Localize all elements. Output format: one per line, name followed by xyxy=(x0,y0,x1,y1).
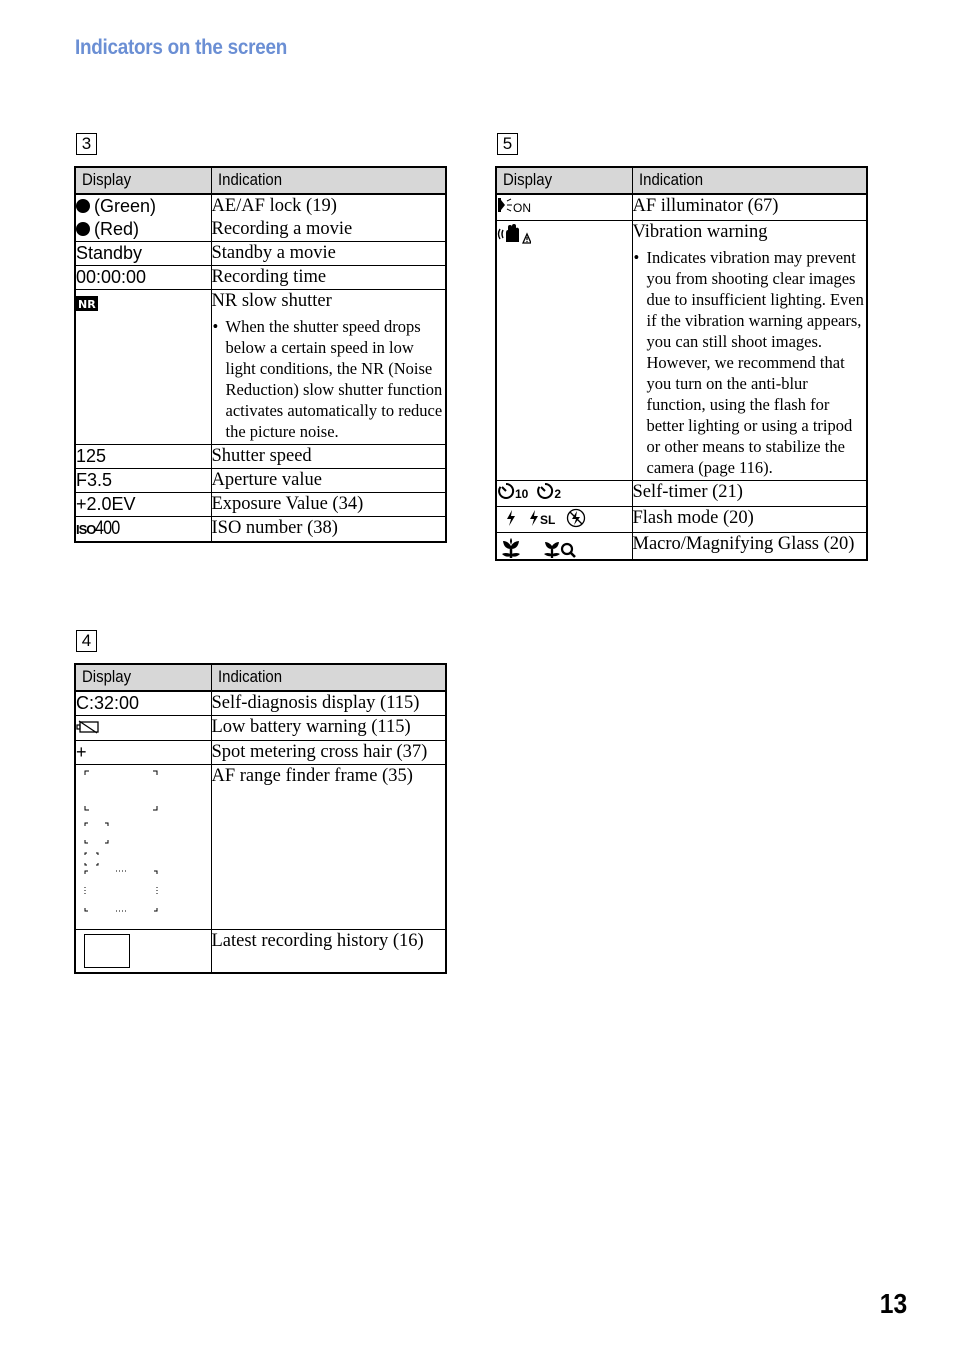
iso-value: 400 xyxy=(95,518,120,540)
page-header-title: Indicators on the screen xyxy=(75,36,287,59)
indication-cell xyxy=(211,194,446,242)
table-row xyxy=(75,266,446,290)
display-cell xyxy=(75,290,211,445)
table-row xyxy=(75,290,446,445)
macro-icon xyxy=(497,536,578,559)
table-row xyxy=(75,716,446,741)
table-row xyxy=(496,194,867,221)
section-4-number: 4 xyxy=(76,630,97,652)
table-row xyxy=(75,929,446,973)
indication-cell: AF range finder frame (35) xyxy=(211,764,446,929)
display-column-header: Display xyxy=(75,167,211,194)
table-row xyxy=(496,481,867,507)
display-cell xyxy=(75,716,211,741)
green-dot-icon xyxy=(76,199,90,213)
table-row xyxy=(496,533,867,561)
display-cell xyxy=(496,221,632,481)
display-cell: +2.0EV xyxy=(75,493,211,517)
display-cell: 125 xyxy=(75,445,211,469)
display-cell: Standby xyxy=(75,242,211,266)
red-label: (Red) xyxy=(94,219,140,239)
table-row xyxy=(75,194,446,242)
indication-cell: Macro/Magnifying Glass (20) xyxy=(632,533,867,561)
section-5-number: 5 xyxy=(497,133,518,155)
indication-cell: Self-diagnosis display (115) xyxy=(211,691,446,716)
display-cell: C:32:00 xyxy=(75,691,211,716)
display-cell xyxy=(496,194,632,221)
display-cell xyxy=(75,764,211,929)
low-battery-icon xyxy=(76,717,100,740)
display-cell: + xyxy=(75,740,211,764)
self-timer-icon xyxy=(497,481,561,506)
table-row xyxy=(75,764,446,929)
af-frame-icon xyxy=(76,765,211,929)
table-row xyxy=(496,221,867,481)
indication-cell: Flash mode (20) xyxy=(632,507,867,533)
display-cell xyxy=(75,929,211,973)
history-box-icon xyxy=(84,934,130,968)
section-3-table xyxy=(74,166,447,543)
indication-note: • When the shutter speed drops below a certain speed in low light conditions, the NR (Noise Reduction) slow shutter function activates automatically to reduce the picture noise. xyxy=(226,316,446,442)
indication-cell: Aperture value xyxy=(211,469,446,493)
indication-cell xyxy=(211,290,446,445)
indication-column-header: Indication xyxy=(211,664,446,691)
af-illuminator-on-label: ON xyxy=(513,201,531,215)
indication-text: Vibration warning xyxy=(632,222,768,242)
indication-cell: Spot metering cross hair (37) xyxy=(211,740,446,764)
self-timer-2-label: 2 xyxy=(554,487,562,501)
table-row xyxy=(75,469,446,493)
indication-cell: Standby a movie xyxy=(211,242,446,266)
table-row xyxy=(496,507,867,533)
green-label: (Green) xyxy=(94,196,157,216)
table-row xyxy=(75,691,446,716)
indication-cell: AF illuminator (67) xyxy=(632,194,867,221)
display-cell xyxy=(496,507,632,533)
indication-cell: Exposure Value (34) xyxy=(211,493,446,517)
section-4-table xyxy=(74,663,447,974)
indication-cell: Recording time xyxy=(211,266,446,290)
vibration-warning-icon xyxy=(497,224,531,250)
display-cell: 00:00:00 xyxy=(75,266,211,290)
indication-note: • Indicates vibration may prevent you from shooting clear images due to insufficient lighting. Even if the vibration warning appears, you can still shoot images. However, we recommend that you turn on the anti-blur function, using the flash for better lighting or using a tripod or other means to stabilize the camera (page 116). xyxy=(647,247,867,478)
self-timer-10-label: 10 xyxy=(515,487,529,501)
af-illuminator-icon xyxy=(497,195,531,220)
display-cell xyxy=(496,533,632,561)
indication-cell: Shutter speed xyxy=(211,445,446,469)
display-column-header: Display xyxy=(75,664,211,691)
flash-icon xyxy=(497,507,586,532)
indication-text: NR slow shutter xyxy=(211,291,332,311)
iso-400-icon xyxy=(76,517,124,541)
indication-column-header: Indication xyxy=(632,167,867,194)
page-number: 13 xyxy=(879,1288,907,1319)
section-5-table xyxy=(495,166,868,561)
indication-cell: Latest recording history (16) xyxy=(211,929,446,973)
table-row xyxy=(75,740,446,764)
indication-cell xyxy=(632,221,867,481)
indication-column-header: Indication xyxy=(211,167,446,194)
table-row xyxy=(75,493,446,517)
table-row xyxy=(75,242,446,266)
display-cell xyxy=(75,517,211,543)
nr-icon xyxy=(76,294,98,317)
iso-label: ISO xyxy=(76,522,96,538)
red-dot-icon xyxy=(76,222,90,236)
indication-text: AE/AF lock (19) xyxy=(211,196,337,216)
indication-cell: Low battery warning (115) xyxy=(211,716,446,741)
display-cell xyxy=(496,481,632,507)
table-row xyxy=(75,445,446,469)
table-row xyxy=(75,517,446,543)
indication-text: Recording a movie xyxy=(211,219,353,239)
display-cell: F3.5 xyxy=(75,469,211,493)
section-3-number: 3 xyxy=(76,133,97,155)
indication-cell: Self-timer (21) xyxy=(632,481,867,507)
display-column-header: Display xyxy=(496,167,632,194)
flash-sl-label: SL xyxy=(540,513,556,527)
indication-cell: ISO number (38) xyxy=(211,517,446,543)
display-cell xyxy=(75,194,211,242)
svg-text:NR: NR xyxy=(78,298,96,311)
